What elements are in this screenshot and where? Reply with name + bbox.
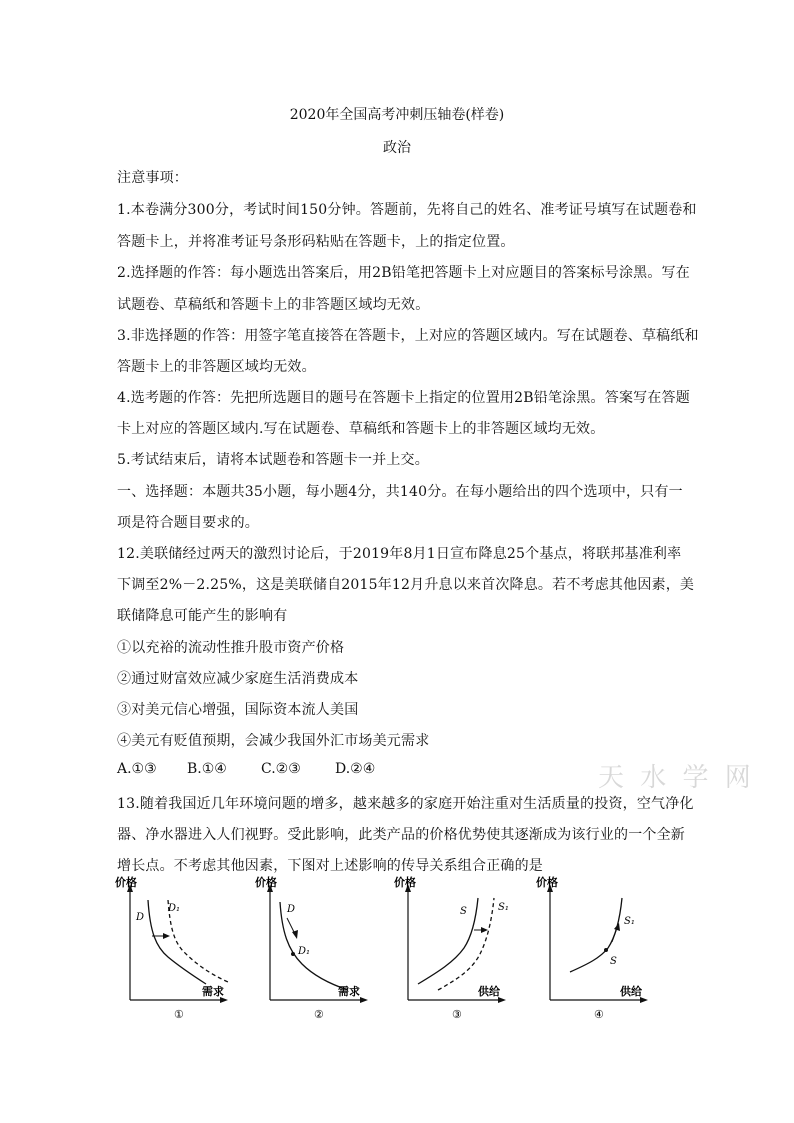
option-b[interactable]: B.①④ (187, 761, 227, 777)
graph-4-xlabel: 供给 (620, 985, 642, 998)
graph-3-ylabel: 价格 (394, 876, 416, 889)
graph-3-curve: S (460, 906, 467, 917)
notice-line: 答题卡上，并将准考证号条形码粘贴在答题卡，上的指定位置。 (117, 234, 515, 250)
graph-2-caption: ② (314, 1008, 324, 1021)
question-12-stem: 联储降息可能产生的影响有 (117, 608, 288, 624)
notice-line: 2.选择题的作答：每小题选出答案后，用2B铅笔把答题卡上对应题目的答案标号涂黑。写在 (117, 265, 690, 281)
graph-2-svg (252, 872, 392, 1022)
exam-title: 2020年全国高考冲刺压轴卷(样卷) (289, 107, 505, 123)
question-13-stem: 增长点。不考虑其他因素，下图对上述影响的传导关系组合正确的是 (117, 858, 543, 874)
graph-4-curve2: S₁ (624, 916, 635, 927)
graph-4 (536, 872, 676, 1022)
question-13-stem: 器、净水器进入人们视野。受此影响，此类产品的价格优势使其逐渐成为该行业的一个全新 (117, 827, 685, 843)
option-c[interactable]: C.②③ (261, 761, 301, 777)
question-12-item: ②通过财富效应减少家庭生活消费成本 (117, 671, 359, 687)
section-heading: 一、选择题：本题共35小题，每小题4分，共140分。在每小题给出的四个选项中，只有一 (117, 484, 683, 500)
question-13-stem: 13.随着我国近几年环境问题的增多，越来越多的家庭开始注重对生活质量的投资，空气净化 (117, 796, 694, 812)
graph-2-curve: D (287, 904, 296, 915)
graph-4-curve: S (610, 956, 617, 967)
notice-heading: 注意事项： (117, 170, 188, 186)
graph-1-curve2: D₁ (168, 903, 181, 914)
watermark: 天 水 学 网 (598, 763, 755, 793)
graph-4-svg (536, 872, 676, 1022)
graph-1 (110, 872, 250, 1022)
question-12-stem: 12.美联储经过两天的激烈讨论后，于2019年8月1日宣布降息25个基点，将联邦基准利率 (117, 546, 682, 562)
graph-2-curve2: D₁ (298, 946, 311, 957)
notice-line: 1.本卷满分300分，考试时间150分钟。答题前，先将自己的姓名、准考证号填写在试题卷和 (117, 202, 697, 218)
option-d[interactable]: D.②④ (335, 761, 376, 777)
question-12-item: ④美元有贬值预期，会减少我国外汇市场美元需求 (117, 733, 430, 749)
graph-1-curve: D (136, 912, 145, 923)
notice-line: 5.考试结束后，请将本试题卷和答题卡一并上交。 (117, 452, 429, 468)
question-13-graphs (110, 872, 670, 1022)
question-12-item: ①以充裕的流动性推升股市资产价格 (117, 640, 345, 656)
graph-1-svg (110, 872, 250, 1022)
graph-3-curve2: S₁ (498, 902, 509, 913)
graph-3-caption: ③ (452, 1008, 462, 1021)
graph-1-caption: ① (174, 1008, 184, 1021)
graph-1-xlabel: 需求 (202, 985, 224, 998)
graph-4-caption: ④ (594, 1008, 604, 1021)
graph-3-svg (394, 872, 534, 1022)
graph-2-xlabel: 需求 (338, 985, 360, 998)
notice-line: 卡上对应的答题区域内.写在试题卷、草稿纸和答题卡上的非答题区域均无效。 (117, 421, 605, 437)
exam-subject: 政治 (383, 140, 411, 156)
notice-line: 4.选考题的作答：先把所选题目的题号在答题卡上指定的位置用2B铅笔涂黑。答案写在答题 (117, 390, 690, 406)
graph-3 (394, 872, 534, 1022)
section-heading: 项是符合题目要求的。 (117, 515, 259, 531)
notice-line: 答题卡上的非答题区域均无效。 (117, 359, 316, 375)
question-12-stem: 下调至2%－2.25%，这是美联储自2015年12月升息以来首次降息。若不考虑其他因素，美 (117, 577, 695, 593)
question-12-item: ③对美元信心增强，国际资本流人美国 (117, 702, 359, 718)
question-12-options (117, 761, 375, 777)
graph-2 (252, 872, 392, 1022)
option-a[interactable]: A.①③ (117, 761, 157, 777)
notice-line: 试题卷、草稿纸和答题卡上的非答题区域均无效。 (117, 297, 430, 313)
graph-3-xlabel: 供给 (478, 985, 500, 998)
graph-2-ylabel: 价格 (255, 876, 277, 889)
graph-1-ylabel: 价格 (115, 876, 137, 889)
notice-line: 3.非选择题的作答：用签字笔直接答在答题卡，上对应的答题区域内。写在试题卷、草稿纸和 (117, 328, 699, 344)
graph-4-ylabel: 价格 (536, 876, 558, 889)
